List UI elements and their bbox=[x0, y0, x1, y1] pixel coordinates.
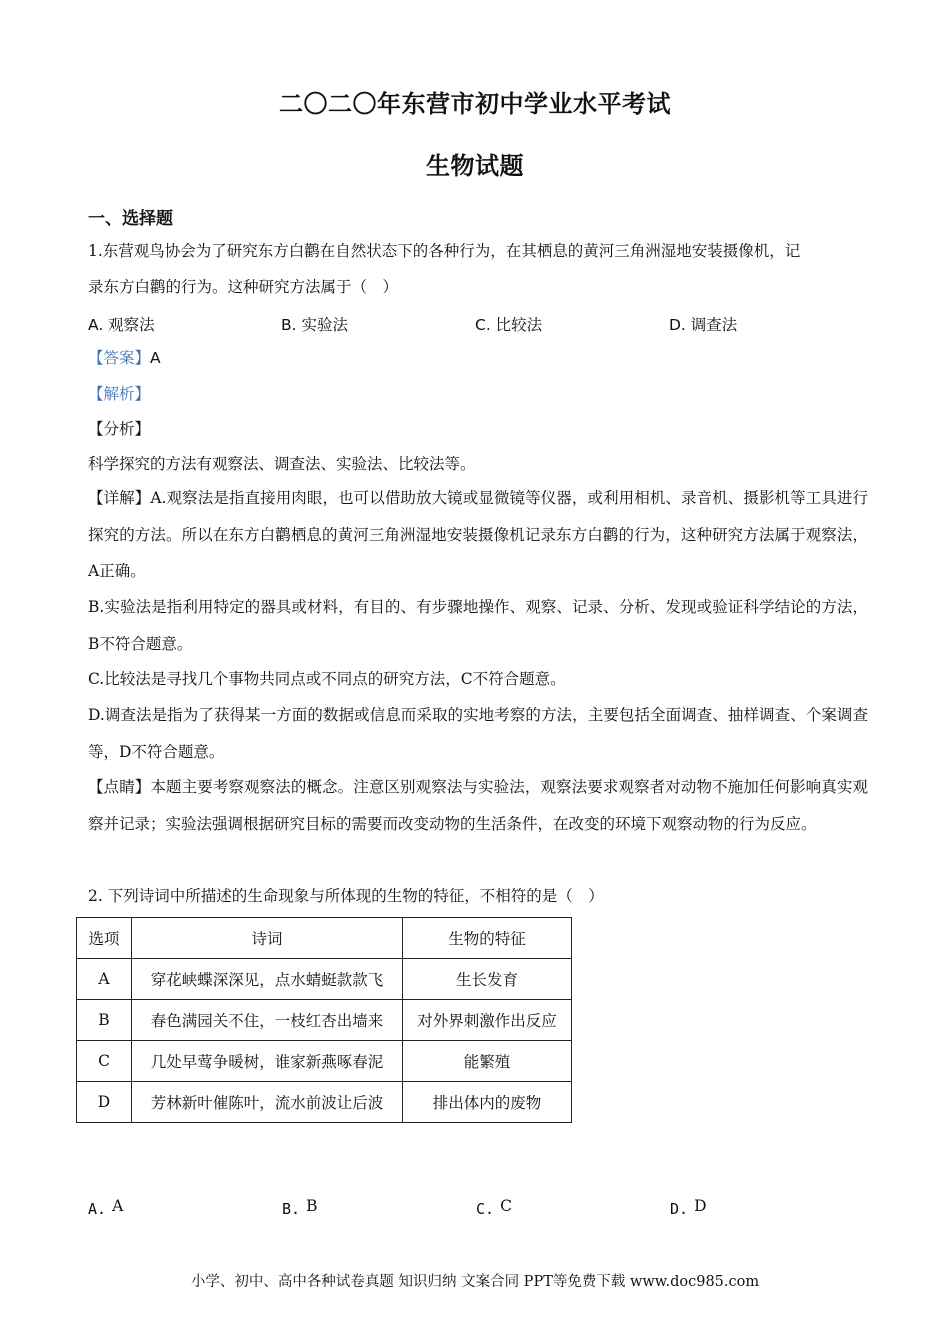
table-row bbox=[77, 1000, 572, 1041]
answer-value: A bbox=[150, 349, 161, 367]
detail-paragraph-b: B.实验法是指利用特定的器具或材料，有目的、有步骤地操作、观察、记录、分析、发现或验证科学结论的方法，B不符合题意。 bbox=[88, 598, 868, 653]
table-cell: 芳林新叶催陈叶，流水前波让后波 bbox=[132, 1082, 403, 1123]
answer-line bbox=[88, 340, 161, 376]
question-1-option-b: B. 实验法 bbox=[281, 316, 348, 334]
table-row bbox=[77, 959, 572, 1000]
question-2-option-c bbox=[476, 1197, 512, 1218]
table-cell: 春色满园关不住，一枝红杏出墙来 bbox=[132, 1000, 403, 1041]
question-2-option-b bbox=[282, 1197, 318, 1218]
section-heading: 一、选择题 bbox=[88, 209, 173, 229]
fenxi-text: 科学探究的方法有观察法、调查法、实验法、比较法等。 bbox=[88, 455, 476, 473]
table-cell: 穿花峡蝶深深见，点水蜻蜓款款飞 bbox=[132, 959, 403, 1000]
option-label: A. bbox=[88, 1200, 107, 1218]
page-subtitle: 生物试题 bbox=[426, 152, 524, 180]
footer-text: 小学、初中、高中各种试卷真题 知识归纳 文案合同 PPT等免费下载 www.doc985.com bbox=[190, 1274, 760, 1290]
poem-table bbox=[76, 917, 572, 1123]
question-1-option-c: C. 比较法 bbox=[475, 316, 543, 334]
question-2-option-d bbox=[670, 1197, 707, 1218]
answer-tag: 【答案】 bbox=[88, 349, 151, 367]
option-label: D. bbox=[670, 1200, 689, 1218]
fenxi-tag: 【分析】 bbox=[88, 420, 151, 438]
option-value: A bbox=[112, 1197, 124, 1215]
detail-paragraph-d: D.调查法是指为了获得某一方面的数据或信息而采取的实地考察的方法，主要包括全面调查、抽样调查、个案调查等，D不符合题意。 bbox=[88, 706, 868, 761]
detail-paragraph-c: C.比较法是寻找几个事物共同点或不同点的研究方法，C不符合题意。 bbox=[88, 670, 566, 688]
detail-paragraph-a: 【详解】A.观察法是指直接用肉眼，也可以借助放大镜或显微镜等仪器，或利用相机、录音机、摄影机等工具进行探究的方法。所以在东方白鹳栖息的黄河三角洲湿地安装摄像机记录东方白鹳的行为，这种研究方法属于观察法，A正确。 bbox=[88, 489, 868, 580]
option-value: C bbox=[500, 1197, 512, 1215]
table-cell: D bbox=[77, 1082, 132, 1123]
table-cell: 生长发育 bbox=[403, 959, 572, 1000]
dianjing-paragraph: 【点睛】本题主要考察观察法的概念。注意区别观察法与实验法，观察法要求观察者对动物不施加任何影响真实观察并记录；实验法强调根据研究目标的需要而改变动物的生活条件，在改变的环境下观察动物的行为反应。 bbox=[88, 778, 868, 833]
question-2-option-a bbox=[88, 1197, 124, 1218]
table-cell: 排出体内的废物 bbox=[403, 1082, 572, 1123]
question-1-option-d: D. 调查法 bbox=[669, 316, 738, 334]
table-cell: 几处早莺争暖树，谁家新燕啄春泥 bbox=[132, 1041, 403, 1082]
question-1-option-a: A. 观察法 bbox=[88, 316, 155, 334]
option-value: B bbox=[306, 1197, 318, 1215]
table-header-cell: 选项 bbox=[77, 918, 132, 959]
option-label: C. bbox=[476, 1200, 495, 1218]
page-title: 二〇二〇年东营市初中学业水平考试 bbox=[279, 90, 671, 118]
table-cell: B bbox=[77, 1000, 132, 1041]
table-header-row bbox=[77, 918, 572, 959]
option-label: B. bbox=[282, 1200, 301, 1218]
table-row bbox=[77, 1082, 572, 1123]
question-2-stem: 2. 下列诗词中所描述的生命现象与所体现的生物的特征，不相符的是（ ） bbox=[88, 887, 604, 905]
table-row bbox=[77, 1041, 572, 1082]
question-1-stem-line1: 1.东营观鸟协会为了研究东方白鹳在自然状态下的各种行为，在其栖息的黄河三角洲湿地安装摄像机，记 bbox=[88, 242, 801, 260]
table-header-cell: 诗词 bbox=[132, 918, 403, 959]
table-header-cell: 生物的特征 bbox=[403, 918, 572, 959]
table-cell: 对外界刺激作出反应 bbox=[403, 1000, 572, 1041]
question-1-stem-line2: 录东方白鹳的行为。这种研究方法属于（ ） bbox=[88, 278, 399, 296]
option-value: D bbox=[694, 1197, 707, 1215]
analysis-tag: 【解析】 bbox=[88, 385, 151, 403]
table-cell: 能繁殖 bbox=[403, 1041, 572, 1082]
table-cell: C bbox=[77, 1041, 132, 1082]
table-cell: A bbox=[77, 959, 132, 1000]
analysis-line bbox=[88, 376, 150, 412]
